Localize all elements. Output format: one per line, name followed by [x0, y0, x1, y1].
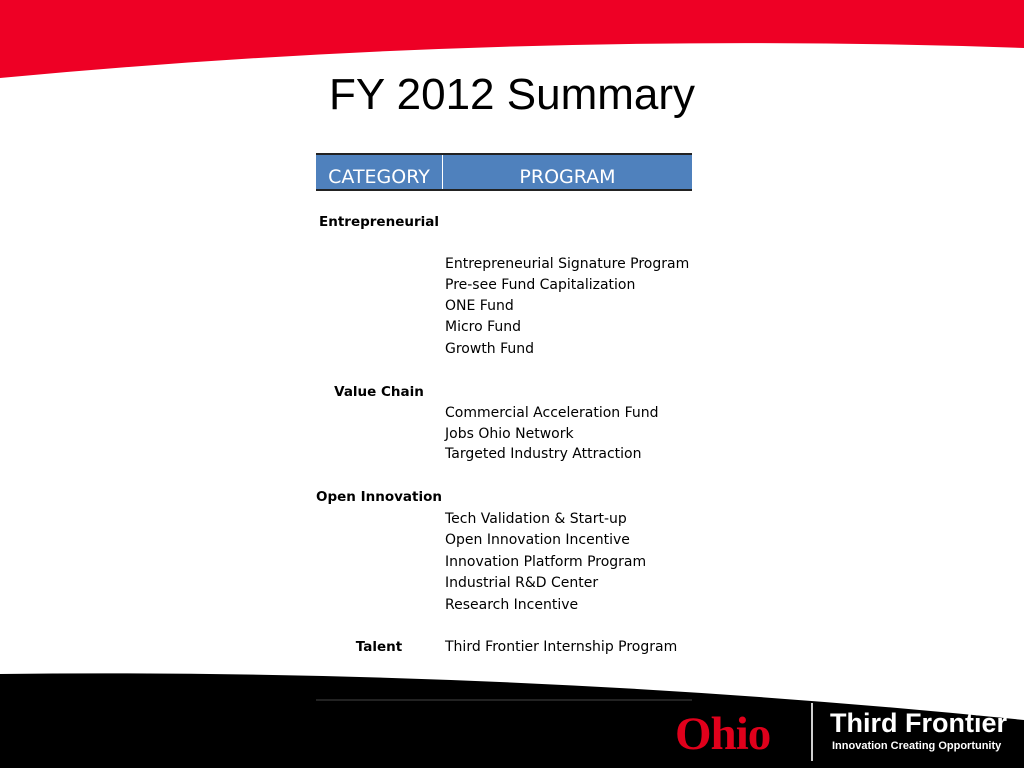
program-item: Targeted Industry Attraction: [445, 446, 642, 462]
category-value-chain: Value Chain: [334, 384, 424, 400]
category-entrepreneurial: Entrepreneurial: [319, 214, 439, 230]
program-item: Open Innovation Incentive: [445, 532, 630, 548]
category-column-header: CATEGORY: [316, 155, 442, 190]
top-red-banner: [0, 0, 1024, 78]
program-item: Micro Fund: [445, 319, 522, 335]
program-item: Innovation Platform Program: [445, 554, 647, 570]
program-item: Jobs Ohio Network: [445, 426, 574, 442]
program-item: ONE Fund: [445, 298, 514, 314]
slide-title: FY 2012 Summary: [328, 70, 695, 119]
category-open-innovation: Open Innovation: [316, 489, 443, 505]
program-item: Research Incentive: [445, 597, 579, 613]
ohio-logo: Ohio: [675, 708, 771, 760]
category-talent: Talent: [355, 639, 403, 655]
program-item: Growth Fund: [445, 341, 535, 357]
program-item: Entrepreneurial Signature Program: [445, 256, 690, 272]
logo-tagline: Innovation Creating Opportunity: [832, 740, 1002, 752]
program-column-header: PROGRAM: [443, 155, 692, 190]
program-item: Pre-see Fund Capitalization: [445, 277, 636, 293]
third-frontier-logo: Third Frontier: [830, 708, 1007, 738]
table-bottom-rule: [316, 699, 692, 701]
program-item: Tech Validation & Start-up: [445, 511, 627, 527]
program-item: Commercial Acceleration Fund: [445, 405, 659, 421]
program-item: Third Frontier Internship Program: [445, 639, 678, 655]
program-item: Industrial R&D Center: [445, 575, 599, 591]
logo-divider: [811, 703, 813, 761]
header-bottom-rule: [316, 189, 692, 191]
